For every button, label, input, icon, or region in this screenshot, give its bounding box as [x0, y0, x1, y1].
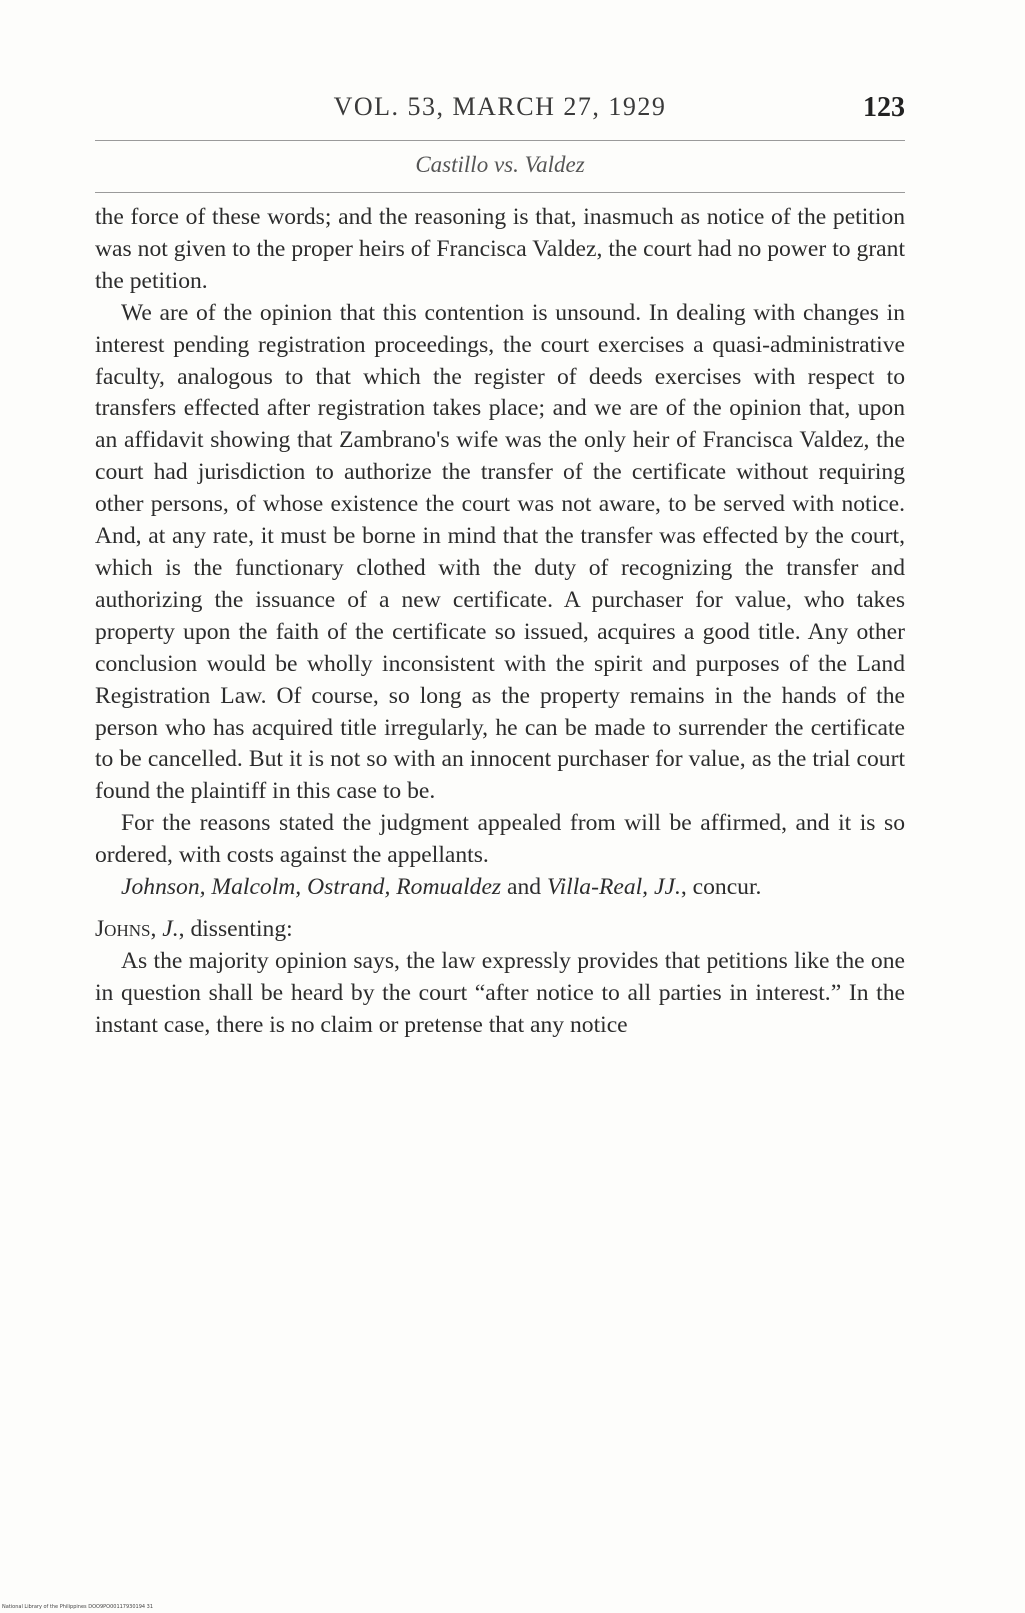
concurrence-and: and	[501, 874, 547, 901]
volume-date-title: VOL. 53, MARCH 27, 1929	[333, 92, 667, 121]
header-rule-bottom	[95, 192, 905, 193]
page-header	[95, 92, 905, 132]
paragraph-opinion: We are of the opinion that this contention is unsound. In dealing with changes in interest pending registration proceedings, the court exercises a quasi-administrative faculty, analogous to that which the register of deeds exercises with respect to transfers effected after registration takes place; and we are of the opinion that, upon an affidavit showing that Zambrano's wife was the only heir of Francisca Valdez, the court had jurisdiction to authorize the transfer of the certificate without requiring other persons, of whose existence the court was not aware, to be served with notice. And, at any rate, it must be borne in mind that the transfer was effected by the court, which is the functionary clothed with the duty of recognizing the transfer and authorizing the issuance of a new certificate. A purchaser for value, who takes property upon the faith of the certificate so issued, acquires a good title. Any other conclusion would be wholly inconsistent with the spirit and purposes of the Land Registration Law. Of course, so long as the property remains in the hands of the person who has acquired title irregularly, he can be made to surrender the certificate to be cancelled. But it is not so with an innocent purchaser for value, as the trial court found the plaintiff in this case to be.	[95, 299, 905, 805]
running-head: Castillo vs. Valdez	[415, 152, 585, 177]
library-stamp: National Library of the Philippines DOO9PO00117930194 31	[2, 1604, 154, 1610]
dissenting-justice-name: Johns	[95, 915, 151, 942]
concurring-justices: Johnson, Malcolm, Ostrand, Romualdez	[121, 874, 502, 901]
paragraph-dissent-heading: Johns, J., dissenting:	[95, 915, 293, 942]
paragraph-continuation: the force of these words; and the reasoning is that, inasmuch as notice of the petition was not given to the proper heirs of Francisca Valdez, the court had no power to grant the petition.	[95, 204, 905, 294]
concur-text: , concur.	[680, 874, 762, 901]
page-number: 123	[863, 92, 905, 123]
paragraph-concurrence	[95, 872, 905, 904]
paragraph-judgment: For the reasons stated the judgment appealed from will be affirmed, and it is so ordered, with costs against the appellants.	[95, 810, 905, 869]
body-text	[95, 202, 905, 1042]
paragraph-dissent: As the majority opinion says, the law expressly provides that petitions like the one in question shall be heard by the court “after notice to all parties in interest.” In the instant case, there is no claim or pretense that any notice	[95, 947, 905, 1038]
justices-abbrev: JJ.	[654, 874, 681, 901]
header-rule-top	[95, 140, 905, 141]
dissent-justice-abbrev: J.	[162, 915, 179, 942]
dissenting-label: , dissenting:	[178, 915, 293, 942]
concurring-justice-villa-real: Villa-Real,	[546, 874, 649, 901]
